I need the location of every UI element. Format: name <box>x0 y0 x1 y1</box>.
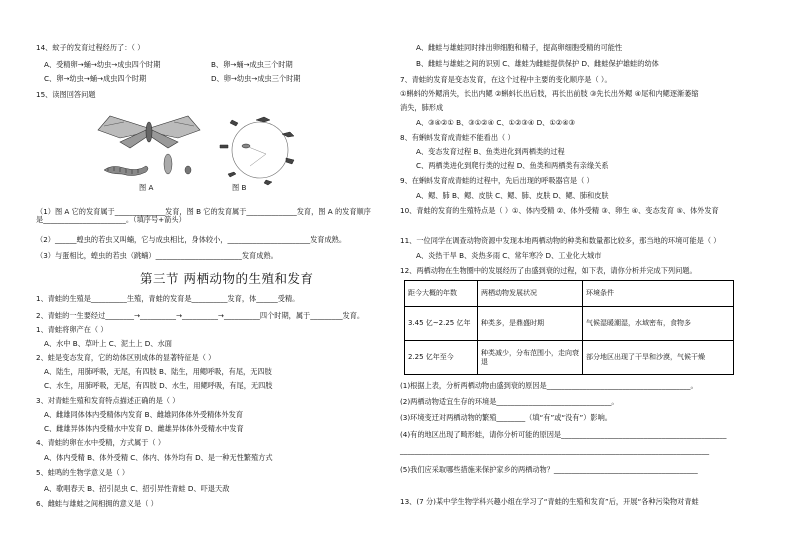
table-cell: 部分地区出现了干旱和沙漠，气候干燥 <box>583 341 734 375</box>
table-cell: 种类减少，分布范围小，走向衰退 <box>478 341 583 375</box>
q14-option-d: D、卵→幼虫→成虫三个时期 <box>211 74 301 83</box>
q7-steps: ①蝌蚪的外鳃消失，长出内鳃 ②蝌蚪长出后肢，再长出前肢 ③先长出外鳃 ④尾和内鳃逐渐萎缩 <box>400 89 699 98</box>
table-header-environment: 环境条件 <box>583 281 734 307</box>
table-cell: 种类多，是鼎盛时期 <box>478 307 583 341</box>
table-header-row <box>405 281 734 307</box>
q7-options: A、③④②① B、③①②④ C、①②③④ D、①②④③ <box>416 118 576 127</box>
table-cell: 气候湿暖潮湿，水域密布，食物多 <box>583 307 734 341</box>
q15-part-1: （1）图 A 它的发育属于______________发育，图 B 它的发育属于______________发育，图 A 的发育顺序是_______________________。（填序号+箭头） <box>36 207 371 225</box>
section-question-2: 2、蛙是变态发育，它的幼体区别成体的显著特征是（ ） <box>36 353 216 362</box>
q12-part-4: (4)有的地区出现了畸形蛙，请你分析可能的原因是______________________________________________ <box>400 430 727 439</box>
question-11: 11、一位同学在调查动物资源中发现本地两栖动物的种类和数量都比较多，那当地的环境可能是（ ） <box>400 236 721 245</box>
section-question-1: 1、青蛙将卵产在（ ） <box>36 325 108 334</box>
table-header-status: 两栖动物发展状况 <box>478 281 583 307</box>
q12-part-2: (2)两栖动物适宜生存的环境是________________________________。 <box>400 397 619 406</box>
q11-options: A、炎热干旱 B、炎热多雨 C、常年寒冷 D、工业化大城市 <box>416 251 602 260</box>
section-question-3-options-ab: A、雌雄同体体内受精体内发育 B、雌雄同体体外受精体外发育 <box>44 410 244 419</box>
question-12: 12、两栖动物在生物圈中的发展经历了由盛到衰的过程，如下表，请你分析并完成下列问题。 <box>400 266 697 275</box>
table-row <box>405 307 734 341</box>
question-9: 9、在蝌蚪发育成青蛙的过程中，先后出现的呼吸器官是（ ） <box>400 176 594 185</box>
q15-part-2: （2）______蝗虫的若虫又叫蝻，它与成虫相比，身体较小，_______________________发育成熟。 <box>36 235 347 244</box>
section-question-4-options: A、体内受精 B、体外受精 C、体内、体外均有 D、是一种无性繁殖方式 <box>44 453 273 462</box>
question-10: 10、青蛙的发育的生殖特点是（ ）①、体内受精 ②、体外受精 ③、卵生 ④、变态发育 ⑤、体外发育 <box>400 206 719 215</box>
section-question-5: 5、蛙鸣的生物学意义是（ ） <box>36 468 130 477</box>
figure-b-caption: 图 B <box>232 183 247 192</box>
q12-part-1: (1)根据上表，分析两栖动物由盛到衰的原因是________________________________________。 <box>400 381 698 390</box>
section-question-4: 4、青蛙的卵在水中受精，方式属于（ ） <box>36 438 166 447</box>
q12-part-3: (3)环境变迁对两栖动物的繁殖________（填“有”或“没有”）影响。 <box>400 413 612 422</box>
moth-life-cycle-figure <box>90 108 208 190</box>
q8-options-ab: A、变态发育过程 B、鱼类进化到两栖类的过程 <box>416 147 565 156</box>
question-7: 7、青蛙的发育是变态发育，在这个过程中主要的变化顺序是（ ）。 <box>400 75 612 84</box>
section-question-6: 6、雌蛙与雄蛙之间相拥的意义是（ ） <box>36 499 158 508</box>
q6-option-bcd: B、雌蛙与雄蛙之间的识别 C、雄蛙为雌蛙提供保护 D、雌蛙保护雄蛙的幼体 <box>416 59 659 68</box>
question-15: 15、读图回答问题 <box>36 90 96 99</box>
section-question-1-options: A、水中 B、草叶上 C、泥土上 D、水面 <box>44 339 172 348</box>
q12-part-4-line: ______________________________________________________________________________________ <box>400 446 710 455</box>
q7-steps-cont: 消失，肺形成 <box>400 103 444 112</box>
section-title: 第三节 两栖动物的生殖和发育 <box>140 271 314 286</box>
q9-options: A、鳃、肺 B、鳃、皮肤 C、鳃、肺、皮肤 D、鳃、肺和皮肤 <box>416 191 609 200</box>
q6-option-a: A、雌蛙与雄蛙同时排出卵细胞和精子，提高卵细胞受精的可能性 <box>416 43 623 52</box>
q14-option-c: C、卵→幼虫→蛹→成虫四个时期 <box>44 74 147 83</box>
question-13: 13、(7 分)某中学生物学科兴趣小组在学习了“青蛙的生殖和发育”后，开展“各种污染物对青蛙 <box>400 497 699 506</box>
q14-option-a: A、受精卵→蛹→幼虫→成虫四个时期 <box>44 60 161 69</box>
q12-part-5: (5)我们应采取哪些措施来保护家乡的两栖动物？________________________________________ <box>400 465 698 474</box>
insect-life-cycle-figure <box>210 110 304 190</box>
figure-a-caption: 图 A <box>139 183 154 192</box>
table-cell: 3.45 亿~2.25 亿年 <box>405 307 478 341</box>
section-fill-1: 1、青蛙的生殖是__________生殖，青蛙的发育是__________发育，体______受精。 <box>36 294 300 303</box>
section-fill-2: 2、青蛙的一生要经过________→__________→__________→__________四个时期，属于_________发育。 <box>36 311 365 320</box>
question-14: 14、蚊子的发育过程经历了：（ ） <box>36 43 145 52</box>
section-question-5-options: A、歌唱春天 B、招引昆虫 C、招引异性青蛙 D、吓退天敌 <box>44 484 230 493</box>
table-cell: 2.25 亿年至今 <box>405 341 478 375</box>
q14-option-b: B、卵→蛹→成虫三个时期 <box>211 60 293 69</box>
section-question-2-options-ab: A、陆生，用肺呼吸，无尾，有四肢 B、陆生，用鳃呼吸，有尾，无四肢 <box>44 367 272 376</box>
q15-part-3: （3）与蛋相比，蝗虫的若虫（跳蝻）________________________发育成熟。 <box>36 251 278 260</box>
section-question-2-options-cd: C、水生，用肺呼吸，无尾，有四肢 D、水生，用鳃呼吸，有尾，无四肢 <box>44 381 273 390</box>
section-question-3: 3、对青蛙生殖和发育特点描述正确的是（ ） <box>36 396 180 405</box>
section-question-3-options-cd: C、雌雄异体体内受精水中发育 D、雌雄异体体外受精水中发育 <box>44 424 244 433</box>
table-header-years: 距今大概的年数 <box>405 281 478 307</box>
amphibian-history-table <box>404 280 734 375</box>
table-row <box>405 341 734 375</box>
q8-options-cd: C、两栖类进化到爬行类的过程 D、鱼类和两栖类有亲缘关系 <box>416 161 609 170</box>
question-8: 8、有蝌蚪发育成青蛙不能看出（ ） <box>400 133 515 142</box>
